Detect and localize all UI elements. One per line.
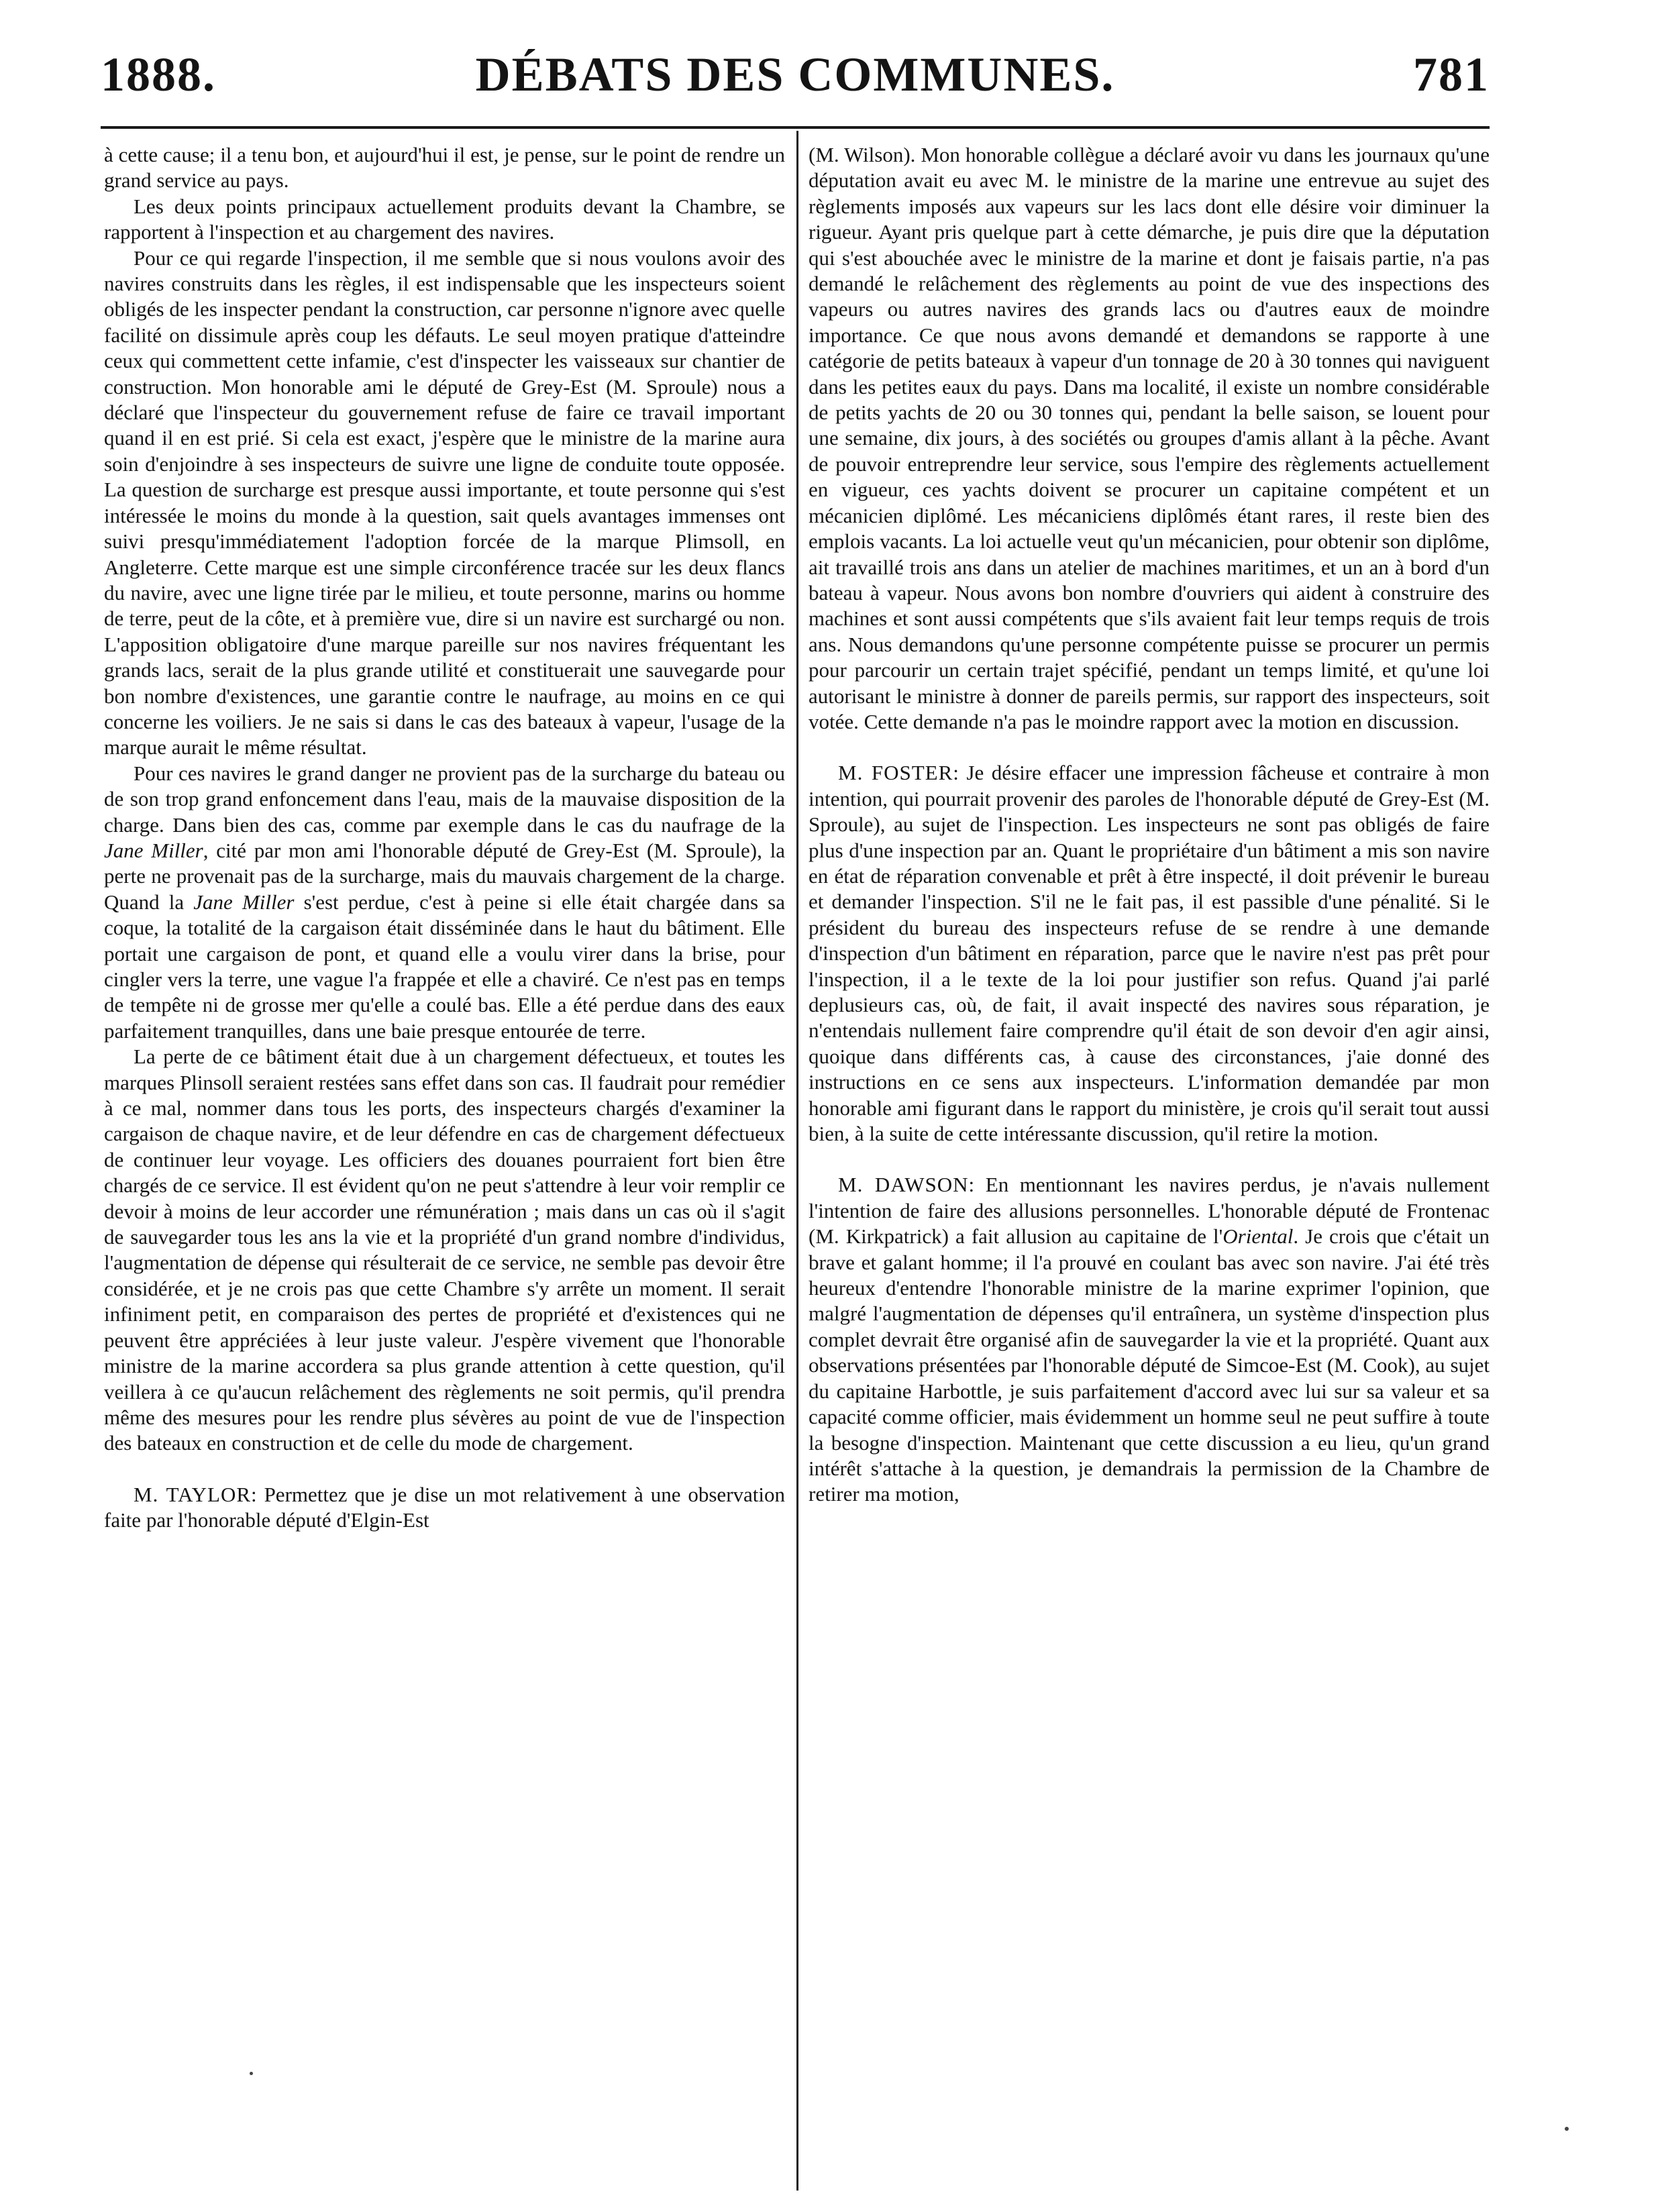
speaker-name: M. FOSTER <box>838 761 953 785</box>
ship-name: Jane Miller <box>193 890 295 914</box>
speech-text: : En mentionnant les navires perdus, je n'avais nullement l'intention de faire des allusions personnelles. L'honorable député de Frontenac (M. Kirkpatrick) a fait allusion au capitaine de l' <box>809 1173 1490 1249</box>
paragraph: (M. Wilson). Mon honorable collègue a déclaré avoir vu dans les journaux qu'une députation avait eu avec M. le ministre de la marine une entrevue au sujet des règlements imposés aux vapeurs sur les lacs dont elle désire voir diminuer la rigueur. Ayant pris quelque part à cette démarche, je puis dire que la députation qui s'est abouchée avec le ministre de la marine et dont je faisais partie, n'a pas demandé le relâchement des règlements au point de vue des inspections des vapeurs ou autres navires des grands lacs ou d'autres eaux de moindre importance. Ce que nous avons demandé et demandons se rapporte à une catégorie de petits bateaux à vapeur d'un tonnage de 20 à 30 tonnes qui naviguent dans les petites eaux du pays. Dans ma localité, il existe un nombre considérable de petits yachts de 20 ou 30 tonnes qui, pendant la belle saison, se louent pour une semaine, dix jours, à des sociétés ou groupes d'amis allant à la pêche. Avant de pouvoir entreprendre leur service, sous l'empire des règlements actuellement en vigueur, ces yachts doivent se procurer un capitaine compétent et un mécanicien diplômé. Les mécaniciens diplômés étant rares, il reste bien des emplois vacants. La loi actuelle veut qu'un mécanicien, pour obtenir son diplôme, ait travaillé trois ans dans un atelier de machines maritimes, et un an à bord d'un bateau à vapeur. Nous avons bon nombre d'ouvriers qui aident à construire des machines et sont aussi compétents que s'ils avaient fait leur temps requis de trois ans. Nous demandons qu'une personne compétente puisse se procurer un permis pour parcourir un certain trajet spécifié, pendant un temps limité, et qu'une loi autorisant le ministre à donner de pareils permis, sur rapport des inspecteurs, soit votée. Cette demande n'a pas le moindre rapport avec la motion en discussion. <box>809 143 1490 733</box>
column-divider <box>796 131 798 2191</box>
ship-name: Oriental <box>1223 1224 1294 1249</box>
scan-speck <box>1565 2127 1569 2131</box>
left-column <box>104 142 785 1534</box>
speech-foster <box>809 760 1490 1147</box>
speech-text: . Je crois que c'était un brave et galant homme; il l'a prouvé en coulant bas avec son navire. J'ai été très heureux d'entendre l'honorable ministre de la marine exprimer l'opinion, que malgré l'augmentation de dépenses qu'il entraînera, un système d'inspection plus complet devrait être organisé afin de sauvegarder la vie et la propriété. Quant aux observations présentées par l'honorable député de Simcoe-Est (M. Cook), au sujet du capitaine Harbottle, je suis parfaitement d'accord avec lui sur sa valeur et sa capacité comme officier, mais évidemment un homme seul ne peut suffire à toute la besogne d'inspection. Maintenant que cette discussion a eu lieu, qu'un grand intérêt s'attache à la question, je demandrais la permission de la Chambre de retirer ma motion, <box>809 1224 1490 1506</box>
speech-text: : Je désire effacer une impression fâcheuse et contraire à mon intention, qui pourrait provenir des paroles de l'honorable député de Grey-Est (M. Sproule), au sujet de l'inspection. Les inspecteurs ne sont pas obligés de faire plus d'une inspection par an. Quant le propriétaire d'un bâtiment a mis son navire en état de réparation convenable et prêt à être inspecté, il doit prévenir le bureau et demander l'inspection. S'il ne le fait pas, il est passible d'une pénalité. Si le président du bureau des inspecteurs refuse de se rendre à une demande d'inspection d'un bâtiment en réparation, parce que le navire n'est pas prêt pour l'inspection, il a le texte de la loi pour justifier son refus. Quand j'ai parlé deplusieurs cas, où, de fait, il avait inspecté des navires sous réparation, je n'entendais nullement faire comprendre qu'il était de son devoir d'en agir ainsi, quoique dans différents cas, à cause des circonstances, j'aie donné des instructions en ce sens aux inspecteurs. L'information demandée par mon honorable ami figurant dans le rapport du ministère, je crois qu'il serait tout aussi bien, à la suite de cette intéressante discussion, qu'il retire la motion. <box>809 761 1490 1146</box>
ship-name: Jane Miller <box>104 838 203 862</box>
right-column <box>809 142 1490 1508</box>
text-run: s'est perdue, c'est à peine si elle était chargée dans sa coque, la totalité de la cargaison était disséminée dans le haut du bâtiment. Elle portait une cargaison de pont, et quand elle a voulu virer dans la brise, pour cingler vers la terre, une vague l'a frappée et elle a chaviré. Ce n'est pas en temps de tempête ni de grosse mer qu'elle a coulé bas. Elle a été perdue dans des eaux parfaitement tranquilles, dans une baie presque entourée de terre. <box>104 890 785 1043</box>
speaker-name: M. TAYLOR <box>134 1482 252 1506</box>
speaker-name: M. DAWSON <box>838 1173 969 1197</box>
header-year: 1888. <box>101 48 216 101</box>
text-run: Pour ces navires le grand danger ne provient pas de la surcharge du bateau ou de son trop grand enfoncement dans l'eau, mais de la mauvaise disposition de la charge. Dans bien des cas, comme par exemple dans le cas du naufrage de la <box>104 761 785 837</box>
paragraph: La perte de ce bâtiment était due à un chargement défectueux, et toutes les marques Plinsoll seraient restées sans effet dans son cas. Il faudrait pour remédier à ce mal, nommer dans tous les ports, des inspecteurs chargés d'examiner la cargaison de chaque navire, et de leur défendre en cas de chargement défectueux de continuer leur voyage. Les officiers des douanes pourraient fort bien être chargés de ce service. Il est évident qu'on ne peut s'attendre à leur voir remplir ce devoir à moins de leur accorder une rémunération ; mais dans un cas où il s'agit de sauvegarder tous les ans la vie et la propriété d'un grand nombre d'individus, l'augmentation de dépense qui résulterait de ce service, ne semble pas devoir être considérée, et je ne crois pas que cette Chambre s'y arrête un moment. Il serait infiniment petit, en comparaison des pertes de propriété et d'existences qui ne peuvent être appréciées à leur juste valeur. J'espère vivement que l'honorable ministre de la marine accordera sa plus grande attention à cette question, qu'il veillera à ce qu'aucun relâchement des règlements ne soit permis, qu'il prendra même des mesures pour les rendre plus sévères au point de vue de l'inspection des bateaux en construction et de celle du mode de chargement. <box>104 1045 785 1455</box>
header-page-number: 781 <box>1413 48 1490 101</box>
speech-taylor <box>104 1482 785 1534</box>
paragraph: Pour ce qui regarde l'inspection, il me semble que si nous voulons avoir des navires construits dans les règles, il est indispensable que les inspecteurs soient obligés de les inspecter pendant la construction, car personne n'ignore avec quelle facilité on dissimule après coup les défauts. Le seul moyen pratique d'atteindre ceux qui commettent cette infamie, c'est d'inspecter les vaisseaux sur chantier de construction. Mon honorable ami le député de Grey-Est (M. Sproule) nous a déclaré que l'inspecteur du gouvernement refuse de faire ce travail important quand il en est prié. Si cela est exact, j'espère que le ministre de la marine aura soin d'enjoindre à ses inspecteurs de suivre une ligne de conduite toute opposée. La question de surcharge est presque aussi importante, et toute personne qui s'est intéressée le moins du monde à la question, sait quels avantages immenses ont suivi presqu'immédiatement l'adoption forcée de la marque Plimsoll, en Angleterre. Cette marque est une simple circonférence tracée sur les deux flancs du navire, avec une ligne tirée par le milieu, et toute personne, marins ou homme de terre, peut de la côte, et à première vue, dire si un navire est surchargé ou non. L'apposition obligatoire d'une marque pareille sur nos navires fréquentant les grands lacs, serait de la plus grande utilité et constituerait une sauvegarde pour bon nombre d'existences, une garantie contre le naufrage, au moins en ce qui concerne les voiliers. Je ne sais si dans le cas des bateaux à vapeur, l'usage de la marque aurait le même résultat. <box>104 246 785 759</box>
speech-text: : Permettez que je dise un mot relativement à une observation faite par l'honorable député d'Elgin-Est <box>104 1482 786 1532</box>
paragraph: Les deux points principaux actuellement produits devant la Chambre, se rapportent à l'inspection et au chargement des navires. <box>104 194 785 244</box>
paragraph: à cette cause; il a tenu bon, et aujourd'hui il est, je pense, sur le point de rendre un grand service au pays. <box>104 143 785 193</box>
header-rule <box>101 126 1490 129</box>
scan-speck <box>250 2072 253 2075</box>
header-title: DÉBATS DES COMMUNES. <box>475 48 1115 101</box>
speech-dawson <box>809 1172 1490 1507</box>
page-header <box>101 47 1490 114</box>
paragraph <box>104 761 785 1044</box>
text-run: , cité par mon ami l'honorable député de Grey-Est (M. Sproule), la perte ne provenait pas de la surcharge, mais du mauvais chargement de la charge. Quand la <box>104 838 785 914</box>
